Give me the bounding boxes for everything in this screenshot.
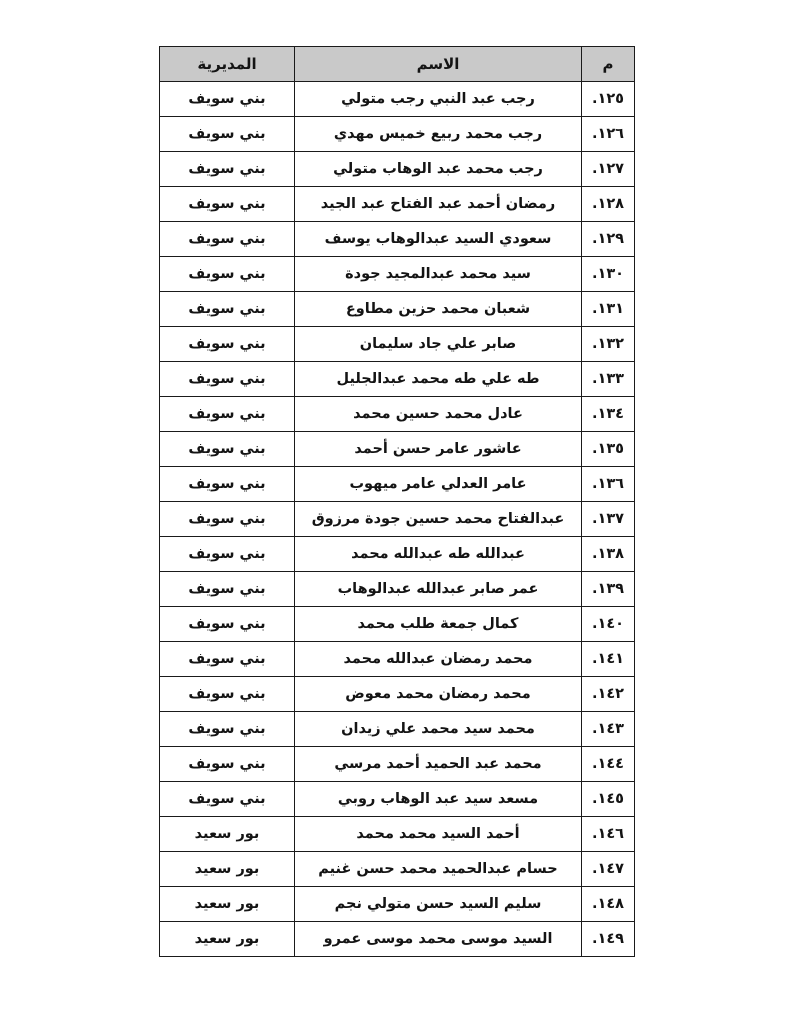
row-directorate: بني سويف: [160, 152, 295, 187]
row-directorate: بني سويف: [160, 362, 295, 397]
row-name: أحمد السيد محمد محمد: [295, 817, 582, 852]
row-number: ١٣٧.: [582, 502, 635, 537]
table-row: [160, 502, 635, 537]
row-directorate: بني سويف: [160, 222, 295, 257]
row-directorate: بني سويف: [160, 572, 295, 607]
table-row: [160, 712, 635, 747]
row-directorate: بني سويف: [160, 467, 295, 502]
row-name: حسام عبدالحميد محمد حسن غنيم: [295, 852, 582, 887]
row-directorate: بني سويف: [160, 187, 295, 222]
table-row: [160, 642, 635, 677]
table-header: [160, 47, 635, 82]
table-row: [160, 747, 635, 782]
row-directorate: بني سويف: [160, 537, 295, 572]
row-name: السيد موسى محمد موسى عمرو: [295, 922, 582, 957]
row-number: ١٣٦.: [582, 467, 635, 502]
row-name: سعودي السيد عبدالوهاب يوسف: [295, 222, 582, 257]
row-name: رمضان أحمد عبد الفتاح عبد الجيد: [295, 187, 582, 222]
row-name: رجب محمد عبد الوهاب متولي: [295, 152, 582, 187]
table-row: [160, 432, 635, 467]
row-directorate: بني سويف: [160, 677, 295, 712]
row-number: ١٤٥.: [582, 782, 635, 817]
row-directorate: بني سويف: [160, 82, 295, 117]
row-number: ١٤٠.: [582, 607, 635, 642]
row-number: ١٣٤.: [582, 397, 635, 432]
roster-table: [159, 46, 635, 957]
table-row: [160, 152, 635, 187]
row-number: ١٤٦.: [582, 817, 635, 852]
table-row: [160, 117, 635, 152]
row-name: شعبان محمد حزين مطاوع: [295, 292, 582, 327]
row-directorate: بني سويف: [160, 397, 295, 432]
row-number: ١٣٢.: [582, 327, 635, 362]
row-name: محمد عبد الحميد أحمد مرسي: [295, 747, 582, 782]
row-directorate: بني سويف: [160, 257, 295, 292]
row-name: سليم السيد حسن متولي نجم: [295, 887, 582, 922]
table-row: [160, 537, 635, 572]
row-name: عامر العدلي عامر ميهوب: [295, 467, 582, 502]
row-directorate: بني سويف: [160, 117, 295, 152]
row-directorate: بني سويف: [160, 712, 295, 747]
table-row: [160, 327, 635, 362]
row-directorate: بني سويف: [160, 502, 295, 537]
table-row: [160, 187, 635, 222]
table-row: [160, 467, 635, 502]
row-number: ١٣٣.: [582, 362, 635, 397]
row-number: ١٣٥.: [582, 432, 635, 467]
row-name: محمد رمضان محمد معوض: [295, 677, 582, 712]
row-directorate: بني سويف: [160, 327, 295, 362]
row-directorate: بني سويف: [160, 747, 295, 782]
row-name: محمد سيد محمد علي زيدان: [295, 712, 582, 747]
table-row: [160, 257, 635, 292]
table-row: [160, 362, 635, 397]
row-name: سيد محمد عبدالمجيد جودة: [295, 257, 582, 292]
table-row: [160, 397, 635, 432]
header-number: م: [582, 47, 635, 82]
header-name: الاسم: [295, 47, 582, 82]
row-directorate: بور سعيد: [160, 922, 295, 957]
row-number: ١٢٥.: [582, 82, 635, 117]
row-directorate: بور سعيد: [160, 817, 295, 852]
table-row: [160, 82, 635, 117]
table-row: [160, 782, 635, 817]
row-directorate: بني سويف: [160, 432, 295, 467]
row-number: ١٣١.: [582, 292, 635, 327]
row-number: ١٢٧.: [582, 152, 635, 187]
document-page: [159, 46, 634, 957]
table-row: [160, 677, 635, 712]
table-row: [160, 292, 635, 327]
header-directorate: المديرية: [160, 47, 295, 82]
row-name: عبدالفتاح محمد حسين جودة مرزوق: [295, 502, 582, 537]
row-name: عبدالله طه عبدالله محمد: [295, 537, 582, 572]
row-number: ١٣٩.: [582, 572, 635, 607]
table-row: [160, 922, 635, 957]
table-row: [160, 817, 635, 852]
row-name: مسعد سيد عبد الوهاب روبي: [295, 782, 582, 817]
row-name: عادل محمد حسين محمد: [295, 397, 582, 432]
header-row: [160, 47, 635, 82]
row-number: ١٣٠.: [582, 257, 635, 292]
row-name: عمر صابر عبدالله عبدالوهاب: [295, 572, 582, 607]
row-directorate: بني سويف: [160, 642, 295, 677]
row-number: ١٤٩.: [582, 922, 635, 957]
row-number: ١٤٧.: [582, 852, 635, 887]
row-number: ١٤١.: [582, 642, 635, 677]
table-row: [160, 572, 635, 607]
row-name: طه علي طه محمد عبدالجليل: [295, 362, 582, 397]
row-number: ١٢٩.: [582, 222, 635, 257]
row-number: ١٤٢.: [582, 677, 635, 712]
row-name: رجب عبد النبي رجب متولي: [295, 82, 582, 117]
row-name: رجب محمد ربيع خميس مهدي: [295, 117, 582, 152]
row-number: ١٢٦.: [582, 117, 635, 152]
row-directorate: بني سويف: [160, 607, 295, 642]
row-directorate: بني سويف: [160, 782, 295, 817]
table-row: [160, 887, 635, 922]
table-body: [160, 82, 635, 957]
row-number: ١٤٨.: [582, 887, 635, 922]
row-directorate: بور سعيد: [160, 887, 295, 922]
row-number: ١٤٤.: [582, 747, 635, 782]
row-directorate: بني سويف: [160, 292, 295, 327]
table-row: [160, 607, 635, 642]
row-name: عاشور عامر حسن أحمد: [295, 432, 582, 467]
row-number: ١٢٨.: [582, 187, 635, 222]
table-row: [160, 852, 635, 887]
row-name: كمال جمعة طلب محمد: [295, 607, 582, 642]
table-row: [160, 222, 635, 257]
row-directorate: بور سعيد: [160, 852, 295, 887]
row-number: ١٤٣.: [582, 712, 635, 747]
row-name: صابر علي جاد سليمان: [295, 327, 582, 362]
row-name: محمد رمضان عبدالله محمد: [295, 642, 582, 677]
row-number: ١٣٨.: [582, 537, 635, 572]
